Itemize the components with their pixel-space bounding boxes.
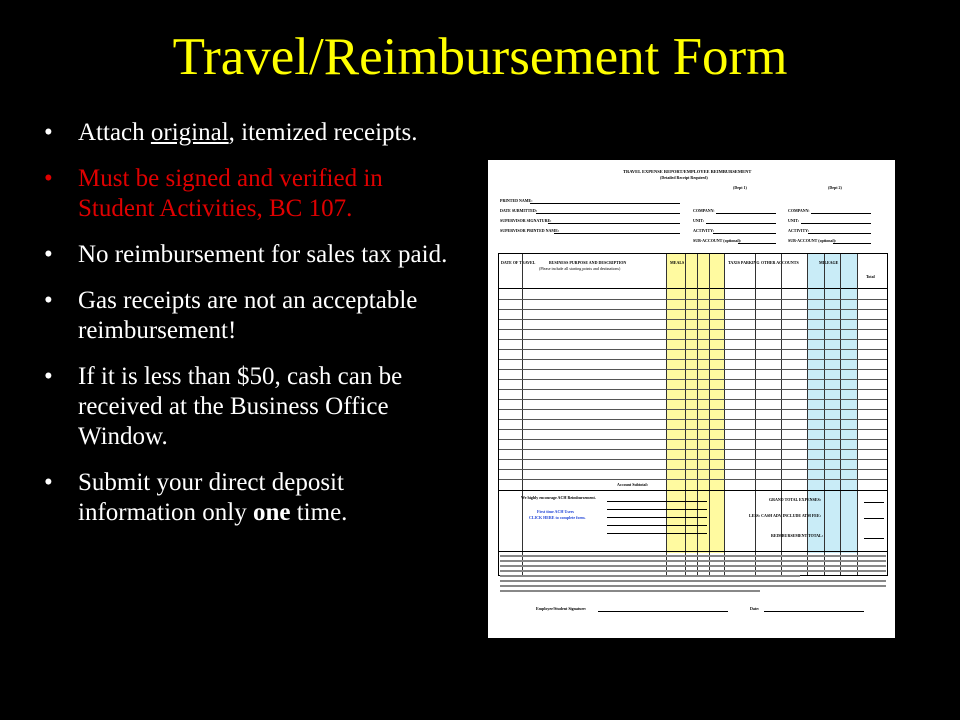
bullet-text: time. [290, 499, 348, 526]
bullet-signed-verified [40, 164, 465, 224]
slide-title: Travel/Reimbursement Form [172, 28, 788, 86]
form-thumbnail [488, 160, 895, 638]
ach-note: We highly encourage ACH Reimbursement. [521, 495, 596, 500]
col-total: Total [866, 274, 875, 279]
bullet-dot: • [44, 241, 53, 268]
field-activity: ACTIVITY: [693, 228, 714, 233]
field-subaccount: SUB-ACCOUNT (optional): [693, 238, 742, 243]
bullet-dot: • [44, 469, 53, 496]
field-supervisor-name: SUPERVISOR PRINTED NAME: [500, 228, 560, 233]
field-date-submitted: DATE SUBMITTED: [500, 208, 538, 213]
bullet-text: Submit your direct deposit information only [78, 469, 344, 526]
ach-link-click[interactable]: CLICK HERE to complete form. [529, 515, 586, 520]
bullet-receipts [40, 118, 465, 148]
field-activity-2: ACTIVITY: [788, 228, 809, 233]
col-date: DATE OF TRAVEL [501, 260, 536, 265]
form-dept1: (Dept 1) [733, 185, 747, 190]
bold-one: one [252, 499, 291, 526]
less-cash-advance: LESS: CASH ADV INCLUDE ATM FEE: [749, 513, 821, 518]
col-purpose: BUSINESS PURPOSE AND DESCRIPTION [549, 260, 627, 265]
bullet-direct-deposit [40, 468, 465, 528]
reimbursement-total: REIMBURSEMENT TOTAL: [771, 533, 824, 538]
bullet-sales-tax [40, 240, 465, 270]
col-meals: MEALS [670, 260, 685, 265]
bullet-dot: • [44, 165, 53, 192]
bullet-list [40, 118, 465, 544]
ach-link-first[interactable]: First time ACH Users [537, 509, 574, 514]
field-subaccount-2: SUB-ACCOUNT (optional): [788, 238, 837, 243]
signature-date: Date: [750, 606, 760, 611]
field-company: COMPANY: [693, 208, 715, 213]
field-supervisor-signature: SUPERVISOR SIGNATURE: [500, 218, 552, 223]
col-purpose-sub: (Please include all starting points and destinations) [539, 266, 621, 271]
summary-box [498, 490, 888, 552]
bullet-text: No reimbursement for sales tax paid. [78, 241, 448, 268]
bullet-text: , itemized receipts. [228, 119, 418, 146]
bullet-gas-receipts [40, 286, 465, 346]
col-mileage: MILEAGE [819, 260, 839, 265]
bullet-text: Gas receipts are not an acceptable reimbursement! [78, 287, 418, 344]
bullet-dot: • [44, 363, 53, 390]
col-other: OTHER ACCOUNTS [761, 260, 799, 265]
bullet-text: If it is less than $50, cash can be received at the Business Office Window. [78, 363, 403, 450]
form-title: TRAVEL EXPENSE REPORT/EMPLOYEE REIMBURSEMENT [623, 169, 752, 174]
field-unit: UNIT: [693, 218, 705, 223]
form-dept2: (Dept 2) [828, 185, 842, 190]
account-subtotal: Account Subtotal: [617, 482, 649, 487]
underlined-original: original [150, 119, 229, 146]
bullet-text: Attach [78, 119, 151, 146]
grand-total: GRAND TOTAL EXPENSES: [769, 497, 822, 502]
bullet-dot: • [44, 119, 53, 146]
bullet-dot: • [44, 287, 53, 314]
bullet-cash-window [40, 362, 465, 452]
bullet-text: Must be signed and verified in Student Activities, BC 107. [78, 165, 383, 222]
form-subtitle: (Detailed Receipt Required) [660, 175, 708, 180]
field-unit-2: UNIT: [788, 218, 800, 223]
field-company-2: COMPANY: [788, 208, 810, 213]
field-printed-name: PRINTED NAME: [500, 198, 533, 203]
employee-signature: Employee/Student Signature: [536, 606, 587, 611]
col-taxis: TAXIS PARKING [728, 260, 760, 265]
